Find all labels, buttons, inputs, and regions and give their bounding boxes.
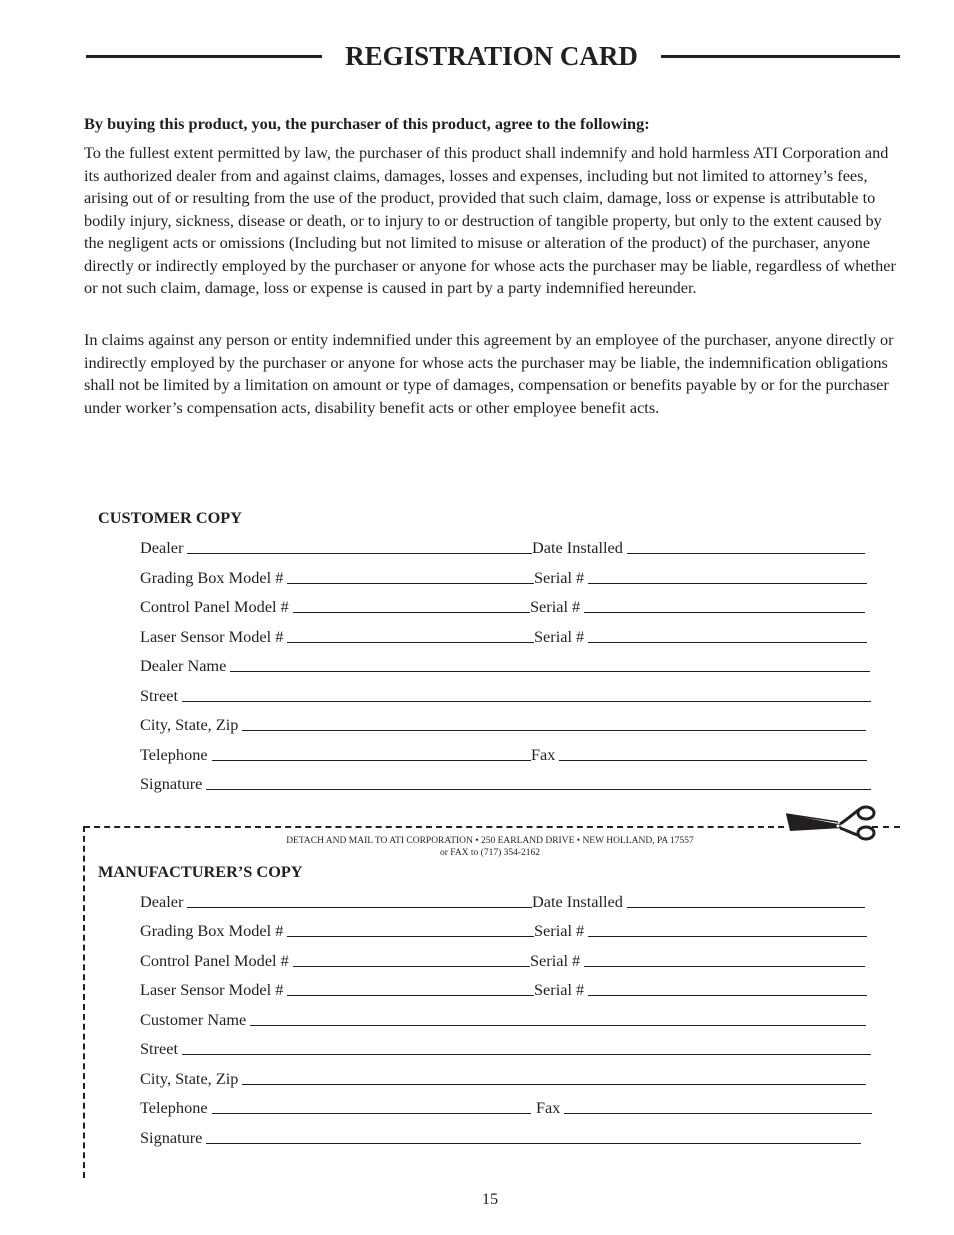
blank-line <box>584 611 865 613</box>
blank-line <box>250 1024 866 1026</box>
manufacturer-street-field[interactable] <box>140 1038 871 1060</box>
field-label: Laser Sensor Model # <box>140 627 284 646</box>
blank-line <box>182 1053 871 1055</box>
blank-line <box>187 906 532 908</box>
field-label: Signature <box>140 774 203 793</box>
blank-line <box>293 611 530 613</box>
field-label: Grading Box Model # <box>140 921 284 940</box>
title-rule-left <box>86 55 322 58</box>
field-label: City, State, Zip <box>140 715 239 734</box>
customer-fax-field[interactable] <box>531 744 867 766</box>
manufacturer-dealer-field[interactable] <box>140 891 532 913</box>
customer-city-state-zip-field[interactable] <box>140 714 866 736</box>
field-label: Dealer <box>140 892 184 911</box>
cut-line-horizontal <box>84 826 784 828</box>
field-label: Dealer <box>140 538 184 557</box>
blank-line <box>584 965 865 967</box>
field-label: Serial # <box>530 951 581 970</box>
field-label: Dealer Name <box>140 656 227 675</box>
manufacturer-date-installed-field[interactable] <box>532 891 865 913</box>
blank-line <box>627 906 865 908</box>
fax-line: or FAX to (717) 354-2162 <box>439 848 541 858</box>
field-label: Date Installed <box>532 538 623 557</box>
manufacturer-copy-heading: MANUFACTURER’S COPY <box>98 862 303 881</box>
manufacturer-laser-sensor-model-field[interactable] <box>140 979 534 1001</box>
field-label: Serial # <box>534 921 585 940</box>
blank-line <box>206 1142 861 1144</box>
customer-dealer-field[interactable] <box>140 537 532 559</box>
scissors-icon <box>786 805 878 841</box>
customer-grading-box-model-field[interactable] <box>140 567 534 589</box>
field-label: Date Installed <box>532 892 623 911</box>
manufacturer-grading-box-serial-field[interactable] <box>534 920 867 942</box>
blank-line <box>212 759 531 761</box>
blank-line <box>287 994 534 996</box>
claims-paragraph: In claims against any person or entity indemnified under this agreement by an employee of the purchaser, anyone directly or indirectly employed by the purchaser or anyone for whose acts the purchaser may be liable, the indemnification obligations shall not be limited by a limitation on amount or type of damages, compensation or benefits payable by or for the purchaser under worker’s compensation acts, disability benefit acts or other employee benefit acts. <box>84 330 894 417</box>
blank-line <box>287 935 534 937</box>
customer-copy-heading: CUSTOMER COPY <box>98 508 242 527</box>
blank-line <box>588 994 867 996</box>
customer-dealer-name-field[interactable] <box>140 655 870 677</box>
field-label: Telephone <box>140 1098 208 1117</box>
manufacturer-control-panel-model-field[interactable] <box>140 950 530 972</box>
customer-grading-box-serial-field[interactable] <box>534 567 867 589</box>
customer-control-panel-serial-field[interactable] <box>530 596 865 618</box>
field-label: Serial # <box>534 568 585 587</box>
title-row <box>86 38 900 74</box>
field-label: Fax <box>536 1098 561 1117</box>
field-label: Serial # <box>530 597 581 616</box>
customer-control-panel-model-field[interactable] <box>140 596 530 618</box>
blank-line <box>293 965 530 967</box>
blank-line <box>230 670 870 672</box>
customer-telephone-field[interactable] <box>140 744 531 766</box>
manufacturer-signature-field[interactable] <box>140 1127 861 1149</box>
manufacturer-laser-sensor-serial-field[interactable] <box>534 979 867 1001</box>
page-number: 15 <box>481 1189 499 1208</box>
manufacturer-customer-name-field[interactable] <box>140 1009 866 1031</box>
field-label: Signature <box>140 1128 203 1147</box>
field-label: Telephone <box>140 745 208 764</box>
customer-street-field[interactable] <box>140 685 871 707</box>
manufacturer-control-panel-serial-field[interactable] <box>530 950 865 972</box>
field-label: Fax <box>531 745 556 764</box>
page-title: REGISTRATION CARD <box>345 41 638 71</box>
title-rule-right <box>661 55 900 58</box>
blank-line <box>206 788 871 790</box>
field-label: Control Panel Model # <box>140 951 289 970</box>
field-label: Serial # <box>534 627 585 646</box>
mail-address-line: DETACH AND MAIL TO ATI CORPORATION • 250 EARLAND DRIVE • NEW HOLLAND, PA 17557 <box>286 836 694 846</box>
field-label: Laser Sensor Model # <box>140 980 284 999</box>
customer-laser-sensor-model-field[interactable] <box>140 626 534 648</box>
field-label: City, State, Zip <box>140 1069 239 1088</box>
blank-line <box>187 552 532 554</box>
field-label: Street <box>140 1039 178 1058</box>
blank-line <box>242 729 866 731</box>
blank-line <box>212 1112 531 1114</box>
blank-line <box>588 582 867 584</box>
blank-line <box>559 759 867 761</box>
blank-line <box>588 935 867 937</box>
manufacturer-telephone-field[interactable] <box>140 1097 531 1119</box>
field-label: Grading Box Model # <box>140 568 284 587</box>
blank-line <box>588 641 867 643</box>
intro-statement: By buying this product, you, the purchaser of this product, agree to the following: <box>84 114 650 133</box>
manufacturer-city-state-zip-field[interactable] <box>140 1068 866 1090</box>
field-label: Control Panel Model # <box>140 597 289 616</box>
customer-signature-field[interactable] <box>140 773 871 795</box>
customer-laser-sensor-serial-field[interactable] <box>534 626 867 648</box>
blank-line <box>242 1083 866 1085</box>
cut-line-vertical <box>83 826 85 1178</box>
field-label: Street <box>140 686 178 705</box>
customer-date-installed-field[interactable] <box>532 537 865 559</box>
manufacturer-fax-field[interactable] <box>536 1097 872 1119</box>
blank-line <box>182 700 871 702</box>
field-label: Customer Name <box>140 1010 247 1029</box>
blank-line <box>627 552 865 554</box>
indemnity-paragraph: To the fullest extent permitted by law, the purchaser of this product shall indemnify and hold harmless ATI Corporation and its authorized dealer from and against claims, damages, losses and expenses, including but not limited to attorney’s fees, arising out of or resulting from the use of the product, provided that such claim, damage, loss or expense is attributable to bodily injury, sickness, disease or death, or to injury to or destruction of tangible property, but only to the extent caused by the negligent acts or omissions (Including but not limited to misuse or alteration of the product) of the purchaser, anyone directly or indirectly employed by the purchaser or anyone for whose acts the purchaser may be liable, regardless of whether or not such claim, damage, loss or expense is caused in part by a party indemnified hereunder. <box>84 143 896 297</box>
blank-line <box>287 582 534 584</box>
field-label: Serial # <box>534 980 585 999</box>
blank-line <box>564 1112 872 1114</box>
blank-line <box>287 641 534 643</box>
mail-instructions <box>240 835 740 859</box>
manufacturer-grading-box-model-field[interactable] <box>140 920 534 942</box>
